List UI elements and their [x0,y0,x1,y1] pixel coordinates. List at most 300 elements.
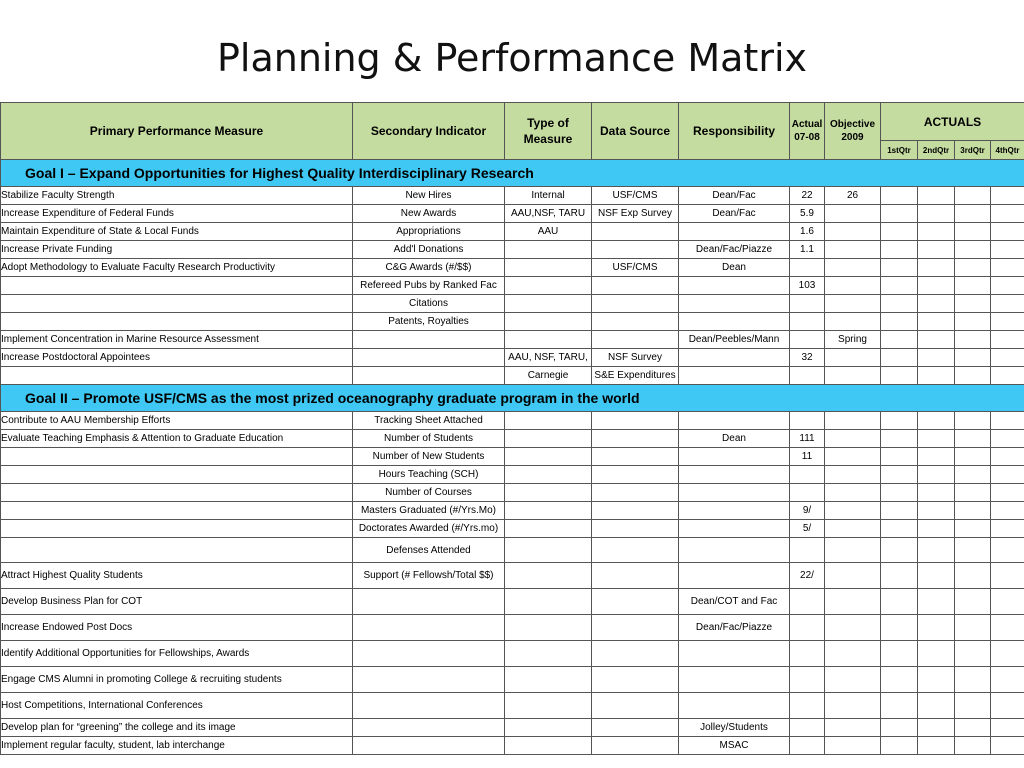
quarter-3-cell [955,277,991,295]
indicator-cell: Refereed Pubs by Ranked Fac [353,277,505,295]
type-cell [505,412,592,430]
measure-cell [1,502,353,520]
header-quarter-3: 3rdQtr [955,141,991,160]
header-data-source: Data Source [592,103,679,160]
quarter-1-cell [881,484,918,502]
measure-cell: Increase Private Funding [1,241,353,259]
quarter-4-cell [991,466,1024,484]
quarter-3-cell [955,241,991,259]
quarter-2-cell [918,259,955,277]
table-row [1,367,1024,385]
source-cell [592,737,679,755]
responsibility-cell: Jolley/Students [679,719,790,737]
source-cell [592,538,679,563]
table-row [1,412,1024,430]
quarter-3-cell [955,484,991,502]
type-cell [505,589,592,615]
type-cell [505,538,592,563]
type-cell [505,448,592,466]
actual-cell: 22/ [790,563,825,589]
objective-cell [825,412,881,430]
source-cell [592,331,679,349]
source-cell [592,502,679,520]
quarter-2-cell [918,241,955,259]
source-cell [592,693,679,719]
objective-cell [825,223,881,241]
responsibility-cell [679,349,790,367]
measure-cell [1,484,353,502]
quarter-2-cell [918,313,955,331]
actual-cell [790,538,825,563]
indicator-cell [353,589,505,615]
quarter-4-cell [991,484,1024,502]
objective-cell [825,484,881,502]
table-row [1,295,1024,313]
header-quarter-4: 4thQtr [991,141,1024,160]
indicator-cell: Patents, Royalties [353,313,505,331]
indicator-cell [353,615,505,641]
objective-cell [825,667,881,693]
objective-cell: Spring [825,331,881,349]
measure-cell [1,466,353,484]
quarter-4-cell [991,349,1024,367]
source-cell [592,667,679,693]
type-cell [505,667,592,693]
source-cell: S&E Expenditures [592,367,679,385]
objective-cell [825,448,881,466]
quarter-1-cell [881,367,918,385]
measure-cell [1,367,353,385]
quarter-2-cell [918,448,955,466]
quarter-3-cell [955,187,991,205]
source-cell [592,412,679,430]
quarter-1-cell [881,502,918,520]
quarter-1-cell [881,538,918,563]
responsibility-cell [679,313,790,331]
objective-cell [825,563,881,589]
indicator-cell: Tracking Sheet Attached [353,412,505,430]
type-cell [505,520,592,538]
indicator-cell [353,641,505,667]
quarter-2-cell [918,412,955,430]
actual-cell: 22 [790,187,825,205]
objective-cell [825,589,881,615]
goal-2-row-title: Goal II – Promote USF/CMS as the most prized oceanography graduate program in the world [1,385,1024,412]
source-cell: USF/CMS [592,259,679,277]
indicator-cell: Number of New Students [353,448,505,466]
quarter-2-cell [918,484,955,502]
quarter-4-cell [991,448,1024,466]
objective-cell [825,502,881,520]
objective-cell [825,349,881,367]
table-row [1,641,1024,667]
responsibility-cell [679,667,790,693]
table-row [1,277,1024,295]
type-cell [505,641,592,667]
performance-matrix-table [0,102,1024,755]
source-cell [592,484,679,502]
quarter-2-cell [918,187,955,205]
source-cell [592,295,679,313]
indicator-cell [353,719,505,737]
source-cell [592,430,679,448]
quarter-1-cell [881,448,918,466]
measure-cell [1,277,353,295]
table-row [1,205,1024,223]
quarter-3-cell [955,295,991,313]
quarter-3-cell [955,349,991,367]
type-cell [505,241,592,259]
quarter-4-cell [991,502,1024,520]
header-actual-07-08: Actual 07-08 [790,103,825,160]
quarter-1-cell [881,615,918,641]
quarter-4-cell [991,693,1024,719]
quarter-1-cell [881,737,918,755]
type-cell [505,502,592,520]
type-cell [505,693,592,719]
quarter-2-cell [918,538,955,563]
indicator-cell: Masters Graduated (#/Yrs.Mo) [353,502,505,520]
table-row [1,223,1024,241]
table-row [1,693,1024,719]
actual-cell [790,331,825,349]
table-row [1,589,1024,615]
responsibility-cell [679,538,790,563]
table-row [1,520,1024,538]
quarter-2-cell [918,719,955,737]
quarter-4-cell [991,277,1024,295]
quarter-4-cell [991,563,1024,589]
type-cell [505,277,592,295]
quarter-4-cell [991,205,1024,223]
actual-cell [790,367,825,385]
type-cell [505,563,592,589]
quarter-1-cell [881,667,918,693]
source-cell [592,223,679,241]
table-row [1,538,1024,563]
quarter-4-cell [991,331,1024,349]
measure-cell: Develop plan for “greening” the college and its image [1,719,353,737]
quarter-2-cell [918,589,955,615]
table-row [1,502,1024,520]
actual-cell [790,737,825,755]
quarter-1-cell [881,187,918,205]
quarter-3-cell [955,367,991,385]
quarter-4-cell [991,259,1024,277]
objective-cell [825,241,881,259]
header-objective-2009: Objective 2009 [825,103,881,160]
objective-cell [825,259,881,277]
table-row [1,719,1024,737]
quarter-3-cell [955,466,991,484]
measure-cell: Stabilize Faculty Strength [1,187,353,205]
measure-cell [1,313,353,331]
indicator-cell: Add'l Donations [353,241,505,259]
indicator-cell: Number of Students [353,430,505,448]
responsibility-cell [679,502,790,520]
quarter-3-cell [955,223,991,241]
objective-cell [825,313,881,331]
indicator-cell: New Awards [353,205,505,223]
table-row [1,349,1024,367]
table-row [1,466,1024,484]
type-cell [505,484,592,502]
table-row [1,737,1024,755]
quarter-4-cell [991,641,1024,667]
quarter-3-cell [955,331,991,349]
quarter-2-cell [918,277,955,295]
type-cell [505,466,592,484]
quarter-1-cell [881,223,918,241]
goal-1-row-title: Goal I – Expand Opportunities for Highest Quality Interdisciplinary Research [1,160,1024,187]
measure-cell: Increase Postdoctoral Appointees [1,349,353,367]
quarter-4-cell [991,719,1024,737]
type-cell [505,295,592,313]
quarter-2-cell [918,430,955,448]
quarter-1-cell [881,412,918,430]
source-cell [592,277,679,295]
quarter-1-cell [881,641,918,667]
quarter-1-cell [881,589,918,615]
quarter-4-cell [991,367,1024,385]
quarter-3-cell [955,205,991,223]
indicator-cell [353,693,505,719]
indicator-cell [353,349,505,367]
source-cell [592,520,679,538]
source-cell: USF/CMS [592,187,679,205]
responsibility-cell [679,520,790,538]
quarter-3-cell [955,448,991,466]
quarter-4-cell [991,412,1024,430]
quarter-4-cell [991,538,1024,563]
type-cell [505,737,592,755]
actual-cell: 9/ [790,502,825,520]
table-row [1,448,1024,466]
measure-cell: Attract Highest Quality Students [1,563,353,589]
measure-cell [1,520,353,538]
actual-cell [790,412,825,430]
objective-cell [825,367,881,385]
goal-1-row [1,160,1024,187]
responsibility-cell [679,295,790,313]
indicator-cell: Citations [353,295,505,313]
source-cell [592,241,679,259]
quarter-3-cell [955,430,991,448]
type-cell: AAU [505,223,592,241]
quarter-1-cell [881,693,918,719]
table-row [1,484,1024,502]
responsibility-cell [679,277,790,295]
quarter-4-cell [991,589,1024,615]
page-title: Planning & Performance Matrix [216,36,807,80]
quarter-3-cell [955,667,991,693]
actual-cell: 103 [790,277,825,295]
header-actuals: ACTUALS [881,103,1024,141]
objective-cell [825,615,881,641]
table-row [1,615,1024,641]
header-responsibility: Responsibility [679,103,790,160]
type-cell [505,331,592,349]
type-cell [505,719,592,737]
quarter-4-cell [991,313,1024,331]
objective-cell [825,641,881,667]
indicator-cell: Appropriations [353,223,505,241]
actual-cell: 111 [790,430,825,448]
table-row [1,187,1024,205]
type-cell: Carnegie [505,367,592,385]
actual-cell [790,259,825,277]
measure-cell: Implement regular faculty, student, lab interchange [1,737,353,755]
table-header [1,103,1024,160]
quarter-3-cell [955,313,991,331]
quarter-2-cell [918,641,955,667]
responsibility-cell [679,563,790,589]
quarter-3-cell [955,737,991,755]
indicator-cell [353,667,505,693]
quarter-3-cell [955,412,991,430]
quarter-1-cell [881,277,918,295]
actual-cell [790,295,825,313]
quarter-2-cell [918,349,955,367]
objective-cell [825,538,881,563]
source-cell [592,466,679,484]
quarter-2-cell [918,693,955,719]
measure-cell: Develop Business Plan for COT [1,589,353,615]
quarter-1-cell [881,241,918,259]
quarter-2-cell [918,667,955,693]
responsibility-cell: Dean/Fac [679,187,790,205]
responsibility-cell [679,223,790,241]
quarter-2-cell [918,563,955,589]
table-row [1,667,1024,693]
actual-cell [790,615,825,641]
actual-cell [790,667,825,693]
source-cell [592,615,679,641]
quarter-1-cell [881,349,918,367]
quarter-1-cell [881,719,918,737]
actual-cell [790,641,825,667]
quarter-3-cell [955,641,991,667]
indicator-cell: Defenses Attended [353,538,505,563]
indicator-cell: C&G Awards (#/$$) [353,259,505,277]
indicator-cell [353,331,505,349]
quarter-4-cell [991,520,1024,538]
source-cell [592,563,679,589]
quarter-2-cell [918,223,955,241]
source-cell: NSF Exp Survey [592,205,679,223]
actual-cell: 5/ [790,520,825,538]
measure-cell: Host Competitions, International Conferences [1,693,353,719]
type-cell [505,430,592,448]
measure-cell [1,295,353,313]
responsibility-cell: Dean/Fac [679,205,790,223]
measure-cell [1,448,353,466]
measure-cell: Increase Expenditure of Federal Funds [1,205,353,223]
quarter-1-cell [881,466,918,484]
indicator-cell: Number of Courses [353,484,505,502]
responsibility-cell: Dean/Peebles/Mann [679,331,790,349]
actual-cell [790,719,825,737]
type-cell [505,313,592,331]
quarter-1-cell [881,430,918,448]
source-cell [592,589,679,615]
objective-cell [825,430,881,448]
table-row [1,430,1024,448]
type-cell [505,615,592,641]
actual-cell: 32 [790,349,825,367]
objective-cell [825,205,881,223]
actual-cell [790,484,825,502]
header-secondary-indicator: Secondary Indicator [353,103,505,160]
actual-cell: 11 [790,448,825,466]
quarter-1-cell [881,331,918,349]
objective-cell [825,520,881,538]
goal-2-row [1,385,1024,412]
quarter-2-cell [918,331,955,349]
objective-cell [825,737,881,755]
header-type-of-measure: Type of Measure [505,103,592,160]
responsibility-cell: Dean/Fac/Piazze [679,615,790,641]
measure-cell: Maintain Expenditure of State & Local Funds [1,223,353,241]
actual-cell [790,466,825,484]
type-cell: AAU, NSF, TARU, [505,349,592,367]
responsibility-cell: Dean/COT and Fac [679,589,790,615]
responsibility-cell [679,484,790,502]
quarter-4-cell [991,187,1024,205]
table-row [1,563,1024,589]
actual-cell [790,313,825,331]
source-cell [592,448,679,466]
measure-cell: Contribute to AAU Membership Efforts [1,412,353,430]
responsibility-cell [679,412,790,430]
quarter-3-cell [955,520,991,538]
source-cell [592,313,679,331]
indicator-cell [353,367,505,385]
quarter-2-cell [918,367,955,385]
measure-cell: Increase Endowed Post Docs [1,615,353,641]
table-row [1,331,1024,349]
objective-cell [825,277,881,295]
quarter-4-cell [991,615,1024,641]
measure-cell: Implement Concentration in Marine Resource Assessment [1,331,353,349]
quarter-3-cell [955,615,991,641]
responsibility-cell [679,448,790,466]
type-cell: Internal [505,187,592,205]
indicator-cell: Hours Teaching (SCH) [353,466,505,484]
measure-cell: Identify Additional Opportunities for Fellowships, Awards [1,641,353,667]
quarter-1-cell [881,259,918,277]
responsibility-cell: Dean [679,430,790,448]
quarter-2-cell [918,466,955,484]
objective-cell [825,693,881,719]
actual-cell: 1.1 [790,241,825,259]
quarter-1-cell [881,563,918,589]
quarter-1-cell [881,313,918,331]
responsibility-cell: Dean [679,259,790,277]
quarter-4-cell [991,430,1024,448]
header-quarter-2: 2ndQtr [918,141,955,160]
measure-cell: Adopt Methodology to Evaluate Faculty Research Productivity [1,259,353,277]
quarter-4-cell [991,737,1024,755]
quarter-2-cell [918,737,955,755]
quarter-3-cell [955,589,991,615]
responsibility-cell [679,693,790,719]
objective-cell [825,719,881,737]
quarter-2-cell [918,502,955,520]
indicator-cell: Support (# Fellowsh/Total $$) [353,563,505,589]
quarter-4-cell [991,667,1024,693]
quarter-3-cell [955,563,991,589]
